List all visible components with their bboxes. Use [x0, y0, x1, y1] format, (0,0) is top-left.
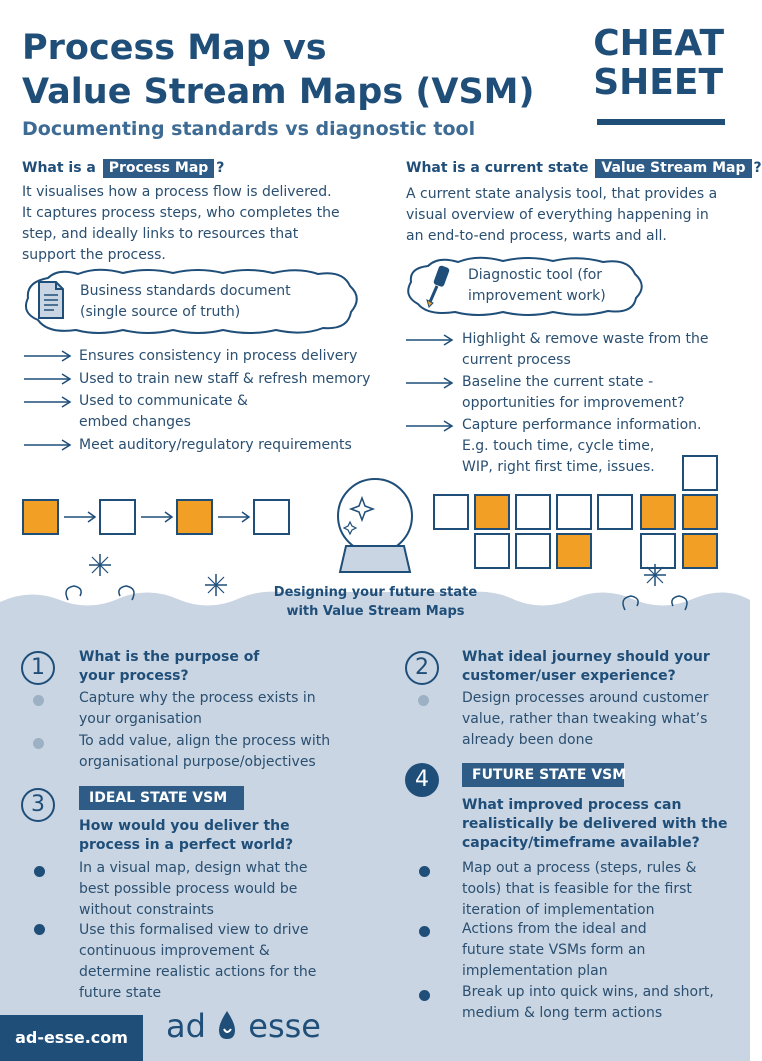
process-map-question: [22, 159, 224, 178]
arrow-icon: [406, 377, 454, 389]
bullet-dot: [418, 695, 429, 706]
section-4-item: [462, 919, 647, 982]
item-line: future state VSMs form an: [462, 942, 646, 958]
heading-line: your process?: [79, 668, 189, 684]
heading-line: process in a perfect world?: [79, 837, 294, 853]
future-state-banner: [268, 583, 483, 621]
logo-word-ad: ad: [166, 1007, 206, 1045]
section-4-item: [462, 982, 714, 1024]
question-prefix: What is a current state: [406, 160, 589, 176]
cloud-line: improvement work): [468, 288, 606, 304]
item-line: Use this formalised view to drive: [79, 922, 309, 938]
process-map-chip: Process Map: [103, 159, 215, 178]
number-3: 3: [31, 792, 45, 817]
item-line: organisational purpose/objectives: [79, 754, 316, 770]
subtitle: Documenting standards vs diagnostic tool: [22, 118, 476, 140]
arrow-icon: [406, 420, 454, 432]
heading-line: What improved process can: [462, 797, 682, 813]
vsm-bullet: [462, 372, 685, 414]
banner-line: with Value Stream Maps: [286, 604, 465, 619]
section-2-heading: [462, 648, 710, 686]
sparkle-icon: [196, 572, 236, 604]
item-line: tools) that is feasible for the first: [462, 881, 692, 897]
cheat-underline: [597, 119, 725, 125]
bullet-line: E.g. touch time, cycle time,: [462, 438, 655, 454]
desc-line: A current state analysis tool, that provides a: [406, 186, 718, 202]
question-suffix: ?: [216, 160, 225, 176]
crystal-ball-icon: [330, 476, 420, 576]
desc-line: step, and ideally links to resources that: [22, 226, 299, 242]
vsm-grid-illustration: [432, 454, 722, 570]
cloud-line: (single source of truth): [80, 304, 241, 320]
website-link[interactable]: ad-esse.com: [0, 1015, 143, 1061]
sheet-word: SHEET: [593, 62, 724, 103]
number-2: 2: [415, 655, 429, 680]
desc-line: an end-to-end process, warts and all.: [406, 228, 667, 244]
item-line: medium & long term actions: [462, 1005, 663, 1021]
arrow-icon: [24, 396, 72, 408]
heading-line: What ideal journey should your: [462, 649, 710, 665]
arrow-icon: [406, 334, 454, 346]
section-3-item: [79, 920, 316, 1004]
ideal-state-tag: IDEAL STATE VSM: [79, 786, 244, 810]
bullet-line: current process: [462, 352, 571, 368]
title-line-1: Process Map vs: [22, 28, 327, 68]
heading-line: realistically be delivered with the: [462, 816, 728, 832]
section-4-heading: [462, 796, 727, 853]
diagnostic-cloud-text: [468, 265, 606, 307]
section-2-item: [462, 688, 709, 751]
cloud-line: Diagnostic tool (for: [468, 267, 603, 283]
desc-line: visual overview of everything happening in: [406, 207, 709, 223]
vsm-bullet: [462, 329, 709, 371]
section-3-heading: [79, 817, 293, 855]
bullet-line: Used to train new staff & refresh memory: [79, 371, 371, 387]
banner-line: Designing your future state: [273, 585, 478, 600]
bullet-dot: [33, 695, 44, 706]
arrow-icon: [24, 439, 72, 451]
bullet-line: Ensures consistency in process delivery: [79, 348, 358, 364]
screwdriver-icon: [422, 264, 452, 308]
vsm-chip: Value Stream Map: [595, 159, 751, 178]
bullet-dot: [419, 990, 430, 1001]
cloud-line: Business standards document: [80, 283, 291, 299]
arrow-icon: [24, 373, 72, 385]
number-1: 1: [31, 655, 45, 680]
process-flow-illustration: [22, 498, 294, 538]
item-line: your organisation: [79, 711, 202, 727]
heading-line: customer/user experience?: [462, 668, 676, 684]
ad-esse-logo: [166, 1006, 321, 1046]
sparkle-icon: [615, 562, 695, 617]
bullet-dot: [33, 738, 44, 749]
bullet-dot: [419, 926, 430, 937]
section-1-heading: [79, 648, 259, 686]
question-prefix: What is a: [22, 160, 96, 176]
desc-line: It visualises how a process flow is delivered.: [22, 184, 332, 200]
item-line: Map out a process (steps, rules &: [462, 860, 697, 876]
item-line: value, rather than tweaking what’s: [462, 711, 708, 727]
item-line: continuous improvement &: [79, 943, 270, 959]
item-line: best possible process would be: [79, 881, 298, 897]
heading-line: What is the purpose of: [79, 649, 260, 665]
bullet-dot: [34, 924, 45, 935]
item-line: determine realistic actions for the: [79, 964, 317, 980]
item-line: iteration of implementation: [462, 902, 655, 918]
arrow-icon: [24, 350, 72, 362]
process-map-description: [22, 182, 382, 266]
process-map-bullet: [79, 346, 357, 367]
cheat-sheet-label: [593, 24, 724, 102]
bullet-line: WIP, right first time, issues.: [462, 459, 655, 475]
vsm-description: [406, 184, 741, 247]
heading-line: How would you deliver the: [79, 818, 290, 834]
cheat-word: CHEAT: [593, 23, 724, 64]
item-line: In a visual map, design what the: [79, 860, 308, 876]
bullet-dot: [419, 866, 430, 877]
process-map-bullet: [79, 369, 370, 390]
item-line: Capture why the process exists in: [79, 690, 316, 706]
item-line: Break up into quick wins, and short,: [462, 984, 714, 1000]
sparkle-icon: [60, 550, 140, 610]
desc-line: It captures process steps, who completes the: [22, 205, 340, 221]
vsm-question: [406, 159, 762, 178]
desc-line: support the process.: [22, 247, 166, 263]
section-1-item: [79, 688, 316, 730]
item-line: without constraints: [79, 902, 214, 918]
heading-line: capacity/timeframe available?: [462, 835, 700, 851]
bullet-dot: [34, 866, 45, 877]
item-line: Design processes around customer: [462, 690, 709, 706]
bullet-line: Meet auditory/regulatory requirements: [79, 437, 352, 453]
section-4-item: [462, 858, 696, 921]
bullet-line: Highlight & remove waste from the: [462, 331, 709, 347]
bullet-line: Used to communicate &: [79, 393, 248, 409]
item-line: future state: [79, 985, 162, 1001]
item-line: already been done: [462, 732, 594, 748]
item-line: To add value, align the process with: [79, 733, 331, 749]
bullet-line: Baseline the current state -: [462, 374, 654, 390]
title-line-2: Value Stream Maps (VSM): [22, 72, 535, 112]
standards-cloud-text: [80, 281, 291, 323]
logo-drop-icon: [216, 1009, 238, 1041]
number-4: 4: [415, 767, 429, 792]
logo-word-esse: esse: [248, 1007, 321, 1045]
item-line: Actions from the ideal and: [462, 921, 647, 937]
bullet-line: opportunities for improvement?: [462, 395, 685, 411]
document-icon: [36, 280, 66, 320]
item-line: implementation plan: [462, 963, 608, 979]
process-map-bullet: [79, 435, 352, 456]
bullet-line: embed changes: [79, 414, 191, 430]
section-3-item: [79, 858, 307, 921]
section-1-item: [79, 731, 330, 773]
question-suffix: ?: [753, 160, 762, 176]
future-state-tag: FUTURE STATE VSM: [462, 763, 624, 787]
process-map-bullet: [79, 391, 248, 433]
bullet-line: Capture performance information.: [462, 417, 702, 433]
